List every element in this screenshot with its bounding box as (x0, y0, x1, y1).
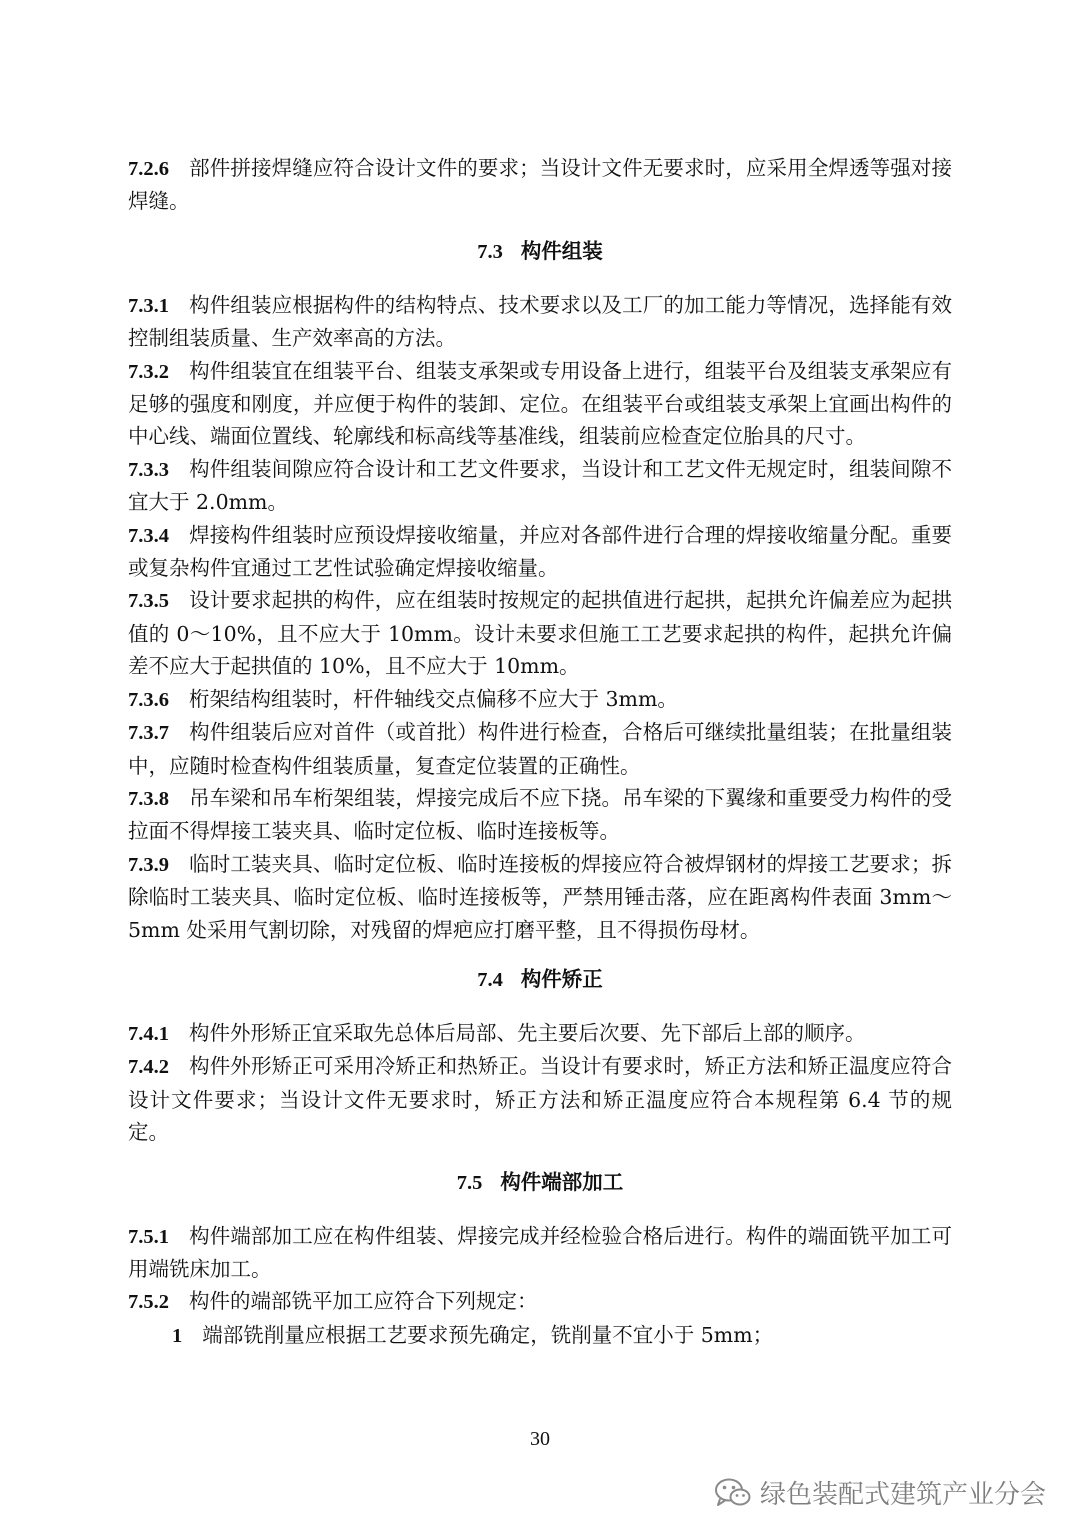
clause-paragraph (128, 1017, 952, 1050)
section-number: 7.4 (477, 968, 503, 991)
clause-text: 吊车梁和吊车桁架组装，焊接完成后不应下挠。吊车梁的下翼缘和重要受力构件的受拉面不得焊接工装夹具、临时定位板、临时连接板等。 (128, 785, 952, 844)
clause-number: 7.3.4 (128, 524, 169, 547)
section-heading (128, 235, 952, 268)
list-item-text: 端部铣削量应根据工艺要求预先确定，铣削量不宜小于 5mm； (202, 1322, 774, 1347)
clause-paragraph (128, 1220, 952, 1286)
clause-number: 7.3.2 (128, 360, 169, 383)
clause-paragraph (128, 716, 952, 782)
clause-text: 设计要求起拱的构件，应在组装时按规定的起拱值进行起拱，起拱允许偏差应为起拱值的 0～10%，且不应大于 10mm。设计未要求但施工工艺要求起拱的构件，起拱允许偏差不应大于起拱值的 10%，且不应大于 10mm。 (128, 588, 952, 679)
clause-text: 临时工装夹具、临时定位板、临时连接板的焊接应符合被焊钢材的焊接工艺要求；拆除临时工装夹具、临时定位板、临时连接板等，严禁用锤击落，应在距离构件表面 3mm～5mm 处采用气割切除，对残留的焊疤应打磨平整，且不得损伤母材。 (128, 851, 952, 942)
clause-paragraph (128, 152, 952, 218)
clause-text: 构件的端部铣平加工应符合下列规定： (189, 1289, 538, 1314)
clause-number: 7.5.1 (128, 1225, 169, 1248)
clause-text: 焊接构件组装时应预设焊接收缩量，并应对各部件进行合理的焊接收缩量分配。重要或复杂构件宜通过工艺性试验确定焊接收缩量。 (128, 522, 952, 581)
clause-number: 7.5.2 (128, 1291, 169, 1314)
section-heading (128, 1166, 952, 1199)
clause-text: 构件组装间隙应符合设计和工艺文件要求，当设计和工艺文件无规定时，组装间隙不宜大于 2.0mm。 (128, 456, 952, 515)
clause-paragraph (128, 519, 952, 585)
clause-paragraph (128, 355, 952, 453)
clause-paragraph (128, 683, 952, 716)
clause-text: 桁架结构组装时，杆件轴线交点偏移不应大于 3mm。 (189, 686, 678, 711)
clause-number: 7.3.6 (128, 688, 169, 711)
clause-paragraph (128, 289, 952, 355)
clause-text: 构件外形矫正可采用冷矫正和热矫正。当设计有要求时，矫正方法和矫正温度应符合设计文件要求；当设计文件无要求时，矫正方法和矫正温度应符合本规程第 6.4 节的规定。 (128, 1054, 952, 1145)
clause-paragraph (128, 453, 952, 519)
section-number: 7.3 (477, 240, 503, 263)
clause-number: 7.4.1 (128, 1022, 169, 1045)
clause-number: 7.4.2 (128, 1056, 169, 1079)
watermark (714, 1474, 1046, 1511)
page-number: 30 (530, 1428, 550, 1450)
clause-paragraph (128, 1285, 952, 1318)
clause-number: 7.3.3 (128, 458, 169, 481)
clause-text: 构件外形矫正宜采取先总体后局部、先主要后次要、先下部后上部的顺序。 (189, 1020, 866, 1045)
clause-text: 构件端部加工应在构件组装、焊接完成并经检验合格后进行。构件的端面铣平加工可用端铣床加工。 (128, 1223, 952, 1281)
clause-text: 部件拼接焊缝应符合设计文件的要求；当设计文件无要求时，应采用全焊透等强对接焊缝。 (128, 156, 952, 214)
clause-paragraph (128, 848, 952, 946)
clause-number: 7.3.7 (128, 722, 169, 745)
clause-text: 构件组装后应对首件（或首批）构件进行检查，合格后可继续批量组装；在批量组装中，应随时检查构件组装质量，复查定位装置的正确性。 (128, 720, 952, 778)
section-title: 构件端部加工 (500, 1169, 624, 1194)
clause-text: 构件组装宜在组装平台、组装支承架或专用设备上进行，组装平台及组装支承架应有足够的强度和刚度，并应便于构件的装卸、定位。在组装平台或组装支承架上宜画出构件的中心线、端面位置线、轮廓线和标高线等基准线，组装前应检查定位胎具的尺寸。 (128, 358, 952, 449)
clause-number: 7.3.1 (128, 294, 169, 317)
clause-number: 7.3.5 (128, 590, 169, 613)
section-title: 构件矫正 (520, 966, 603, 991)
wechat-icon (714, 1477, 752, 1509)
document-body (128, 152, 952, 1352)
list-item (128, 1319, 952, 1352)
clause-number: 7.3.8 (128, 787, 169, 810)
list-item-number: 1 (172, 1324, 183, 1347)
clause-number: 7.2.6 (128, 158, 169, 180)
section-heading (128, 963, 952, 996)
watermark-text: 绿色装配式建筑产业分会 (759, 1480, 1046, 1510)
clause-text: 构件组装应根据构件的结构特点、技术要求以及工厂的加工能力等情况，选择能有效控制组装质量、生产效率高的方法。 (128, 292, 952, 351)
section-number: 7.5 (456, 1171, 483, 1194)
clause-number: 7.3.9 (128, 853, 169, 876)
clause-paragraph (128, 584, 952, 682)
clause-paragraph (128, 782, 952, 848)
clause-paragraph (128, 1050, 952, 1148)
section-title: 构件组装 (520, 238, 603, 263)
